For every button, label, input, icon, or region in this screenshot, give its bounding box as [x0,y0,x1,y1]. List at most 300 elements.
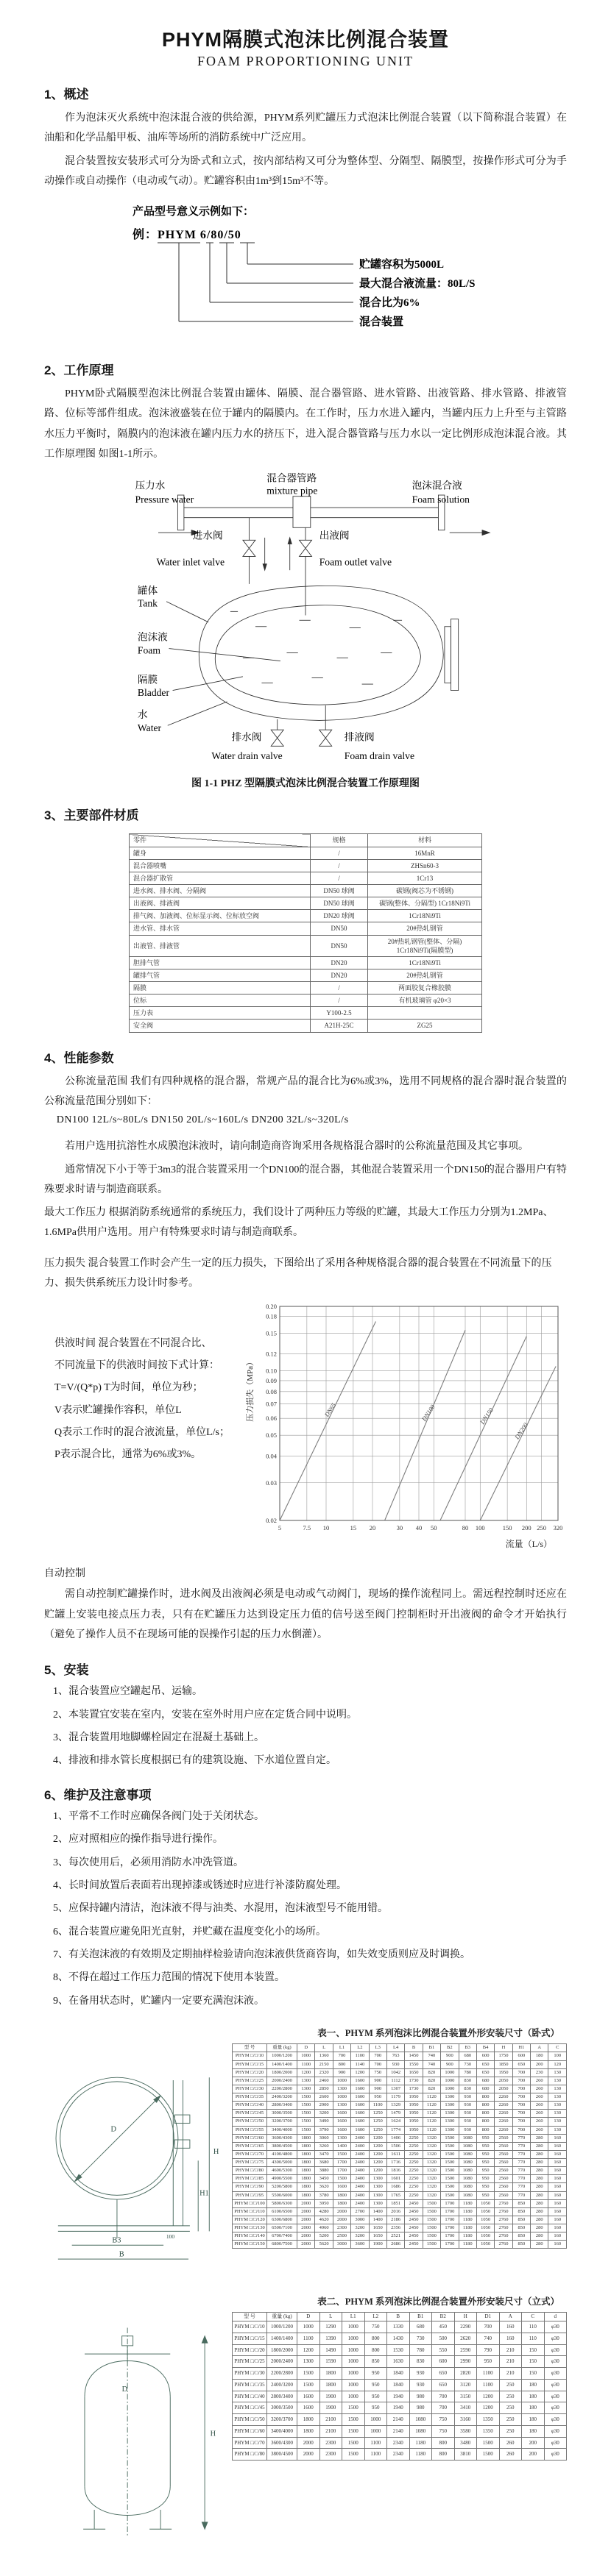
table-cell: PHYM □/□/100 [233,2199,267,2207]
column-header: L1 [333,2044,350,2052]
table-cell: 1406 [386,2134,404,2142]
table-cell: 1816 [386,2167,404,2175]
table-cell: 980 [409,2391,432,2402]
table-row [233,2356,567,2368]
table-cell: 4600/5300 [267,2167,297,2175]
table-cell: 780 [409,2344,432,2356]
table-cell: 260 [531,2126,548,2134]
maintenance-list [44,1809,567,2010]
column-header: 材料 [368,834,482,847]
table-cell: 5620 [315,2241,333,2249]
table-cell: PHYM □/□/80 [233,2449,267,2461]
x-tick-label: 200 [521,1524,531,1532]
paragraph: 通常情况下小于等于3m3的混合装置采用一个DN100的混合器，其他混合装置采用一个DN150的混合器用户有特殊要求时请与制造商联系。 [44,1164,567,1195]
table-cell: 1686 [386,2183,404,2191]
table-cell: 4100/4800 [267,2150,297,2158]
table-cell: 1180 [459,2241,476,2249]
table-cell: 1950 [405,2118,423,2126]
table-cell: / [311,982,368,995]
column-header: B1 [423,2044,440,2052]
table-cell: 3880 [315,2167,333,2175]
table-cell: 5200/5800 [267,2183,297,2191]
foam-texture [230,612,402,685]
table-row [130,1007,482,1020]
table-cell: 1700 [441,2216,459,2224]
table-cell: 2100 [319,2414,342,2426]
table-cell: 160 [548,2232,567,2241]
table-cell: 2260 [495,2102,512,2110]
table-cell: 1700 [441,2224,459,2232]
table-row [130,935,482,956]
table-cell: 700 [369,2060,386,2068]
table-cell: 730 [409,2333,432,2344]
table-cell: PHYM □/□/15 [233,2060,267,2068]
table-cell: 1180 [459,2224,476,2232]
table-cell: 980 [409,2402,432,2414]
table-cell: 5500/6000 [267,2191,297,2199]
list-item: 3、混合装置用地脚螺栓固定在混凝土基础上。 [53,1732,264,1743]
table-cell: 1180 [409,2437,432,2449]
table-cell: 1900 [319,2391,342,2402]
table-cell: 安全阀 [130,1020,311,1032]
performance-columns [44,1299,567,1556]
table-cell: 碳钢(整体、分隔型) 1Cr18Ni9Ti [368,897,482,910]
table-row [233,2118,567,2126]
table-cell: φ30 [544,2344,567,2356]
table-cell: 2686 [386,2241,404,2249]
table-cell: 2560 [495,2134,512,2142]
table-cell: 2760 [495,2199,512,2207]
table-cell: 1180 [459,2232,476,2241]
foam-label-cn: 泡沫液 [137,631,168,643]
table-cell: 2000 [297,2207,315,2216]
table-cell: 950 [364,2379,387,2391]
table-cell: 2000 [297,2224,315,2232]
table-cell: 1200 [369,2134,386,2142]
table-cell: / [311,995,368,1007]
table-cell: 2450 [405,2207,423,2216]
table-cell: 1500 [477,2437,500,2449]
table-cell: 1400 [369,2207,386,2216]
table-cell: PHYM □/□/65 [233,2142,267,2150]
column-header: B4 [476,2044,494,2052]
table-cell: 3790 [315,2126,333,2134]
table-cell: 280 [531,2191,548,2199]
table-cell: 2400 [351,2150,369,2158]
table-row [130,995,482,1007]
table-cell: φ30 [544,2333,567,2344]
mixer-box [293,497,311,528]
table-cell: 1650 [405,2068,423,2077]
table-cell: 1180 [459,2199,476,2207]
table-cell: 1200 [351,2068,369,2077]
table-cell: 1042 [386,2068,404,2077]
table-cell: 1290 [319,2321,342,2333]
table-header-row [130,834,482,847]
table-cell: 1080 [409,2414,432,2426]
table-cell: 1500 [342,2449,365,2461]
table-cell: 2450 [405,2241,423,2249]
y-tick-label: 0.07 [266,1400,277,1408]
list-item: Q表示工作时的混合液流量，单位L/s； [54,1426,230,1438]
table-cell: 260 [531,2118,548,2126]
list-item: 6、混合装置应避免阳光直射，并贮藏在温度变化小的场所。 [53,1926,326,1938]
table-cell: Y100-2.5 [311,1007,368,1020]
table1-caption: 表一、PHYM 系列泡沫比例混合装置外形安装尺寸（卧式） [317,2028,559,2039]
flow-arrow-out [482,530,490,536]
column-header: L1 [342,2313,365,2321]
table-cell: PHYM □/□/120 [233,2216,267,2224]
table-cell: 1950 [405,2110,423,2118]
table-cell: 160 [548,2175,567,2183]
table-cell: 出液管、排液管 [130,935,311,956]
table-cell: 1179 [386,2093,404,2102]
y-tick-label: 0.10 [266,1367,277,1375]
table-cell: 2050 [495,2077,512,2085]
table-row [233,2175,567,2183]
table-cell: 280 [531,2150,548,2158]
table-row [233,2150,567,2158]
table-cell: 1800 [297,2150,315,2158]
supply-time-formulas [44,1299,243,1466]
table-cell: 950 [364,2402,387,2414]
table-cell: 2560 [495,2175,512,2183]
model-callout: 混合装置 [359,316,404,329]
table-cell: 180 [522,2391,545,2402]
dim-label: D [121,2385,128,2394]
table-cell: 500 [432,2333,455,2344]
table-cell: 950 [476,2167,494,2175]
table-cell: φ30 [544,2449,567,2461]
table-cell: PHYM □/□/150 [233,2241,267,2249]
table-cell: 2300 [333,2224,350,2232]
table-cell: 1700 [441,2207,459,2216]
section-3-heading: 3、主要部件材质 [44,808,139,823]
table-cell: PHYM □/□/30 [233,2368,267,2380]
table-cell: 出液阀、排液阀 [130,897,311,910]
table-cell: 1050 [476,2232,494,2241]
table-cell: PHYM □/□/60 [233,2425,267,2437]
table-cell: 1320 [423,2167,440,2175]
table-cell: 1500 [441,2134,459,2142]
table-cell: 1050 [476,2207,494,2216]
table-cell: 850 [512,2224,530,2232]
water-label-en: Water [137,722,162,734]
table-cell: 770 [512,2142,530,2150]
table-cell: 250 [499,2379,522,2391]
x-tick-label: 150 [502,1524,512,1532]
table-cell: 1940 [387,2391,410,2402]
table-cell: PHYM □/□/70 [233,2437,267,2449]
table-cell: PHYM □/□/45 [233,2110,267,2118]
table-cell: 2290 [454,2321,477,2333]
table-cell: 1000/1200 [267,2052,297,2060]
table-cell: 700 [512,2110,530,2118]
table-cell: 2460 [315,2077,333,2085]
table-cell: 1500 [423,2224,440,2232]
table-cell: PHYM □/□/50 [233,2118,267,2126]
table-cell: PHYM □/□/40 [233,2391,267,2402]
table-cell: 280 [531,2224,548,2232]
table-cell: 2760 [495,2224,512,2232]
table-cell: 2800/3400 [267,2102,297,2110]
table-cell: 1200 [369,2159,386,2167]
model-callout: 贮罐容积为5000L [359,259,445,271]
table-cell: 3000 [333,2241,350,2249]
table-row [233,2077,567,2085]
table-cell: 700 [512,2102,530,2110]
table-cell: 4900/5500 [267,2175,297,2183]
table-cell: 1330 [387,2321,410,2333]
table-cell: PHYM □/□/50 [233,2414,267,2426]
table-cell: 胆排气管 [130,956,311,969]
table-row [233,2333,567,2344]
table-cell: 1479 [386,2110,404,2118]
table-cell: 1000 [342,2344,365,2356]
table-cell: 790 [477,2344,500,2356]
table-cell: 280 [531,2232,548,2241]
table-cell: 1800 [297,2414,320,2426]
table-cell: 1700 [441,2241,459,2249]
table-cell: 2450 [405,2216,423,2224]
table-cell: 2620 [454,2333,477,2344]
table-cell: 950 [476,2142,494,2150]
table-cell: 1000 [342,2356,365,2368]
table-cell: φ30 [544,2425,567,2437]
model-example: 例：PHYM 6/80/50 [133,229,241,242]
table-cell: 650 [476,2060,494,2068]
table-cell: 130 [548,2126,567,2134]
column-header: D [297,2313,320,2321]
table-cell: 6500/7100 [267,2224,297,2232]
section-4-heading: 4、性能参数 [44,1050,114,1065]
table-row [233,2321,567,2333]
column-header: L [315,2044,333,2052]
table-cell: 2000 [297,2216,315,2224]
mixture-pipe-label-cn: 混合器管路 [266,472,317,484]
table-cell: 740 [477,2333,500,2344]
table-cell: 800 [476,2102,494,2110]
table-cell: 1500 [342,2414,365,2426]
table-cell: 3200 [351,2224,369,2232]
auto-control-heading: 自动控制 [44,1568,85,1580]
table-cell: 850 [364,2356,387,2368]
table-row [233,2167,567,2175]
table-row [233,2191,567,2199]
table-header-row [233,2313,567,2321]
table-row [233,2437,567,2449]
x-tick-label: 15 [350,1524,357,1532]
horizontal-dimensions-table [232,2043,567,2249]
table-cell: 180 [522,2402,545,2414]
table-cell: 1200 [369,2142,386,2150]
list-item: 2、本装置宜安装在室内，安装在室外时用户应在定货合同中说明。 [53,1709,357,1721]
table-cell: DN20 [311,956,368,969]
table-cell: 2300 [319,2449,342,2461]
table-cell: 930 [409,2368,432,2380]
table-cell: 550 [432,2344,455,2356]
table-cell: 1080 [459,2159,476,2167]
table-cell: 680 [459,2052,476,2060]
table-cell: 150 [522,2368,545,2380]
table-cell: 700 [512,2126,530,2134]
table-cell: 2590 [454,2344,477,2356]
table-cell: 1600 [351,2077,369,2085]
table-cell: 16MnR [368,847,482,859]
table-row [233,2183,567,2191]
table-cell: 1500 [441,2167,459,2175]
table-cell: 820 [423,2077,440,2085]
section-6-heading: 6、维护及注意事项 [44,1787,152,1802]
table-row [130,969,482,981]
water-inlet-valve-label-en: Water inlet valve [156,556,225,568]
table-cell: 2140 [387,2414,410,2426]
column-header: A [531,2044,548,2052]
table-cell: 1600 [351,2102,369,2110]
water-drain-valve-label-en: Water drain valve [211,750,283,762]
table-cell: 1500 [477,2449,500,2461]
table-cell: 2140 [387,2425,410,2437]
table-cell: 2320 [315,2068,333,2077]
table-cell: 1000 [342,2333,365,2344]
table-row [233,2224,567,2232]
table-cell: 1360 [315,2052,333,2060]
table-cell: 2250 [405,2175,423,2183]
table-cell: 850 [512,2216,530,2224]
table-cell: 2000/2400 [267,2077,297,2085]
table-cell: 排气阀、加液阀、位标显示阀、位标放空阀 [130,910,311,922]
y-tick-label: 0.18 [266,1312,277,1320]
water-drain-valve-icon [271,730,283,747]
table-row [233,2102,567,2110]
table-cell: 1500 [441,2150,459,2158]
table-cell: 700 [512,2093,530,2102]
table-cell: 1950 [405,2102,423,2110]
column-header: 重量 (kg) [267,2313,297,2321]
table-cell: 770 [512,2191,530,2199]
table-cell: 1300 [369,2191,386,2199]
x-tick-label: 80 [462,1524,469,1532]
table-cell: 3200 [315,2110,333,2118]
table-row [233,2159,567,2167]
table-cell: 1050 [476,2216,494,2224]
table-cell: 930 [459,2118,476,2126]
table-cell: 930 [386,2060,404,2068]
table-cell: DN50 球阀 [311,897,368,910]
table-cell: 1500 [441,2142,459,2150]
table-cell: 2016 [386,2207,404,2216]
table-cell: 1500 [342,2437,365,2449]
table-cell: 1000 [364,2425,387,2437]
series-label: DN150 [478,1406,495,1426]
foam-outlet-valve-label-cn: 出液阀 [319,530,350,541]
table-cell: PHYM □/□/20 [233,2344,267,2356]
table-cell: 1650 [369,2224,386,2232]
table-cell: 混合器喷嘴 [130,859,311,872]
table-cell: 位标 [130,995,311,1007]
table-cell: φ30 [544,2321,567,2333]
table-cell: 1000 [342,2391,365,2402]
table2-block [44,2312,567,2547]
table-cell: 130 [548,2068,567,2077]
paragraph: 压力损失 混合装置工作时会产生一定的压力损失，下图给出了采用各种规格混合器的混合装置在不同流量下的压力、损失供系统压力设计时参考。 [44,1257,552,1289]
table-cell: 2200/2800 [267,2085,297,2093]
dim-label: D [110,2125,116,2134]
table-cell: 1700 [441,2199,459,2207]
table-cell: PHYM □/□/30 [233,2085,267,2093]
table-cell: 900 [369,2077,386,2085]
table-cell: 850 [512,2207,530,2216]
table-cell: 1500 [333,2175,350,2183]
table-cell: 1700 [333,2159,350,2167]
table-cell: 1000 [441,2068,459,2077]
dim-label: 100 [166,2233,175,2241]
table-cell: 930 [459,2126,476,2134]
table-cell: 830 [459,2077,476,2085]
table-cell: 1080 [459,2183,476,2191]
table-cell: 1000 [342,2321,365,2333]
table-cell: 1600 [351,2110,369,2118]
foam-label-en: Foam [137,644,160,656]
table-cell: 1500 [423,2232,440,2241]
table-cell: 1600 [333,2110,350,2118]
table-cell: 1300 [441,2118,459,2126]
table-cell: 210 [499,2356,522,2368]
table-cell: 600 [476,2052,494,2060]
table-cell: 2560 [495,2183,512,2191]
table-cell: 800 [476,2118,494,2126]
dimension-labels [122,2385,216,2438]
table-cell: 6100/6500 [267,2207,297,2216]
table-cell: 1500 [297,2379,320,2391]
table-row [233,2134,567,2142]
table-cell: 1950 [405,2093,423,2102]
table-cell [368,1007,482,1020]
table-cell: 1800 [297,2134,315,2142]
table-cell: 2000 [297,2241,315,2249]
table-cell: 820 [423,2068,440,2077]
table-cell: 1320 [423,2134,440,2142]
column-header: B [387,2313,410,2321]
table-cell: 1774 [386,2126,404,2134]
materials-table [129,833,482,1032]
column-header: C [548,2044,567,2052]
column-header: L3 [369,2044,386,2052]
table-cell: 1500 [441,2175,459,2183]
table-cell: 3400/4000 [267,2126,297,2134]
table-cell: 2400 [351,2183,369,2191]
pressure-water-label-en: Pressure water [135,494,194,505]
table-cell: 1500 [342,2402,365,2414]
table-cell: 压力表 [130,1007,311,1020]
table-cell: 950 [476,2175,494,2183]
table-cell: φ30 [544,2414,567,2426]
table-cell: 1700 [333,2167,350,2175]
table-cell: 1120 [423,2110,440,2118]
table-cell: 1800/2000 [267,2068,297,2077]
arrow-down [263,564,266,571]
table-cell: 850 [512,2199,530,2207]
table-cell: 700 [432,2402,455,2414]
table-row [233,2449,567,2461]
table-cell: 1430 [387,2333,410,2344]
table-cell: 150 [522,2356,545,2368]
table-cell: 1450 [405,2052,423,2060]
table-cell: 1200 [369,2167,386,2175]
column-header: C [522,2313,545,2321]
table-header-row [233,2044,567,2052]
table-cell: 3200 [351,2232,369,2241]
